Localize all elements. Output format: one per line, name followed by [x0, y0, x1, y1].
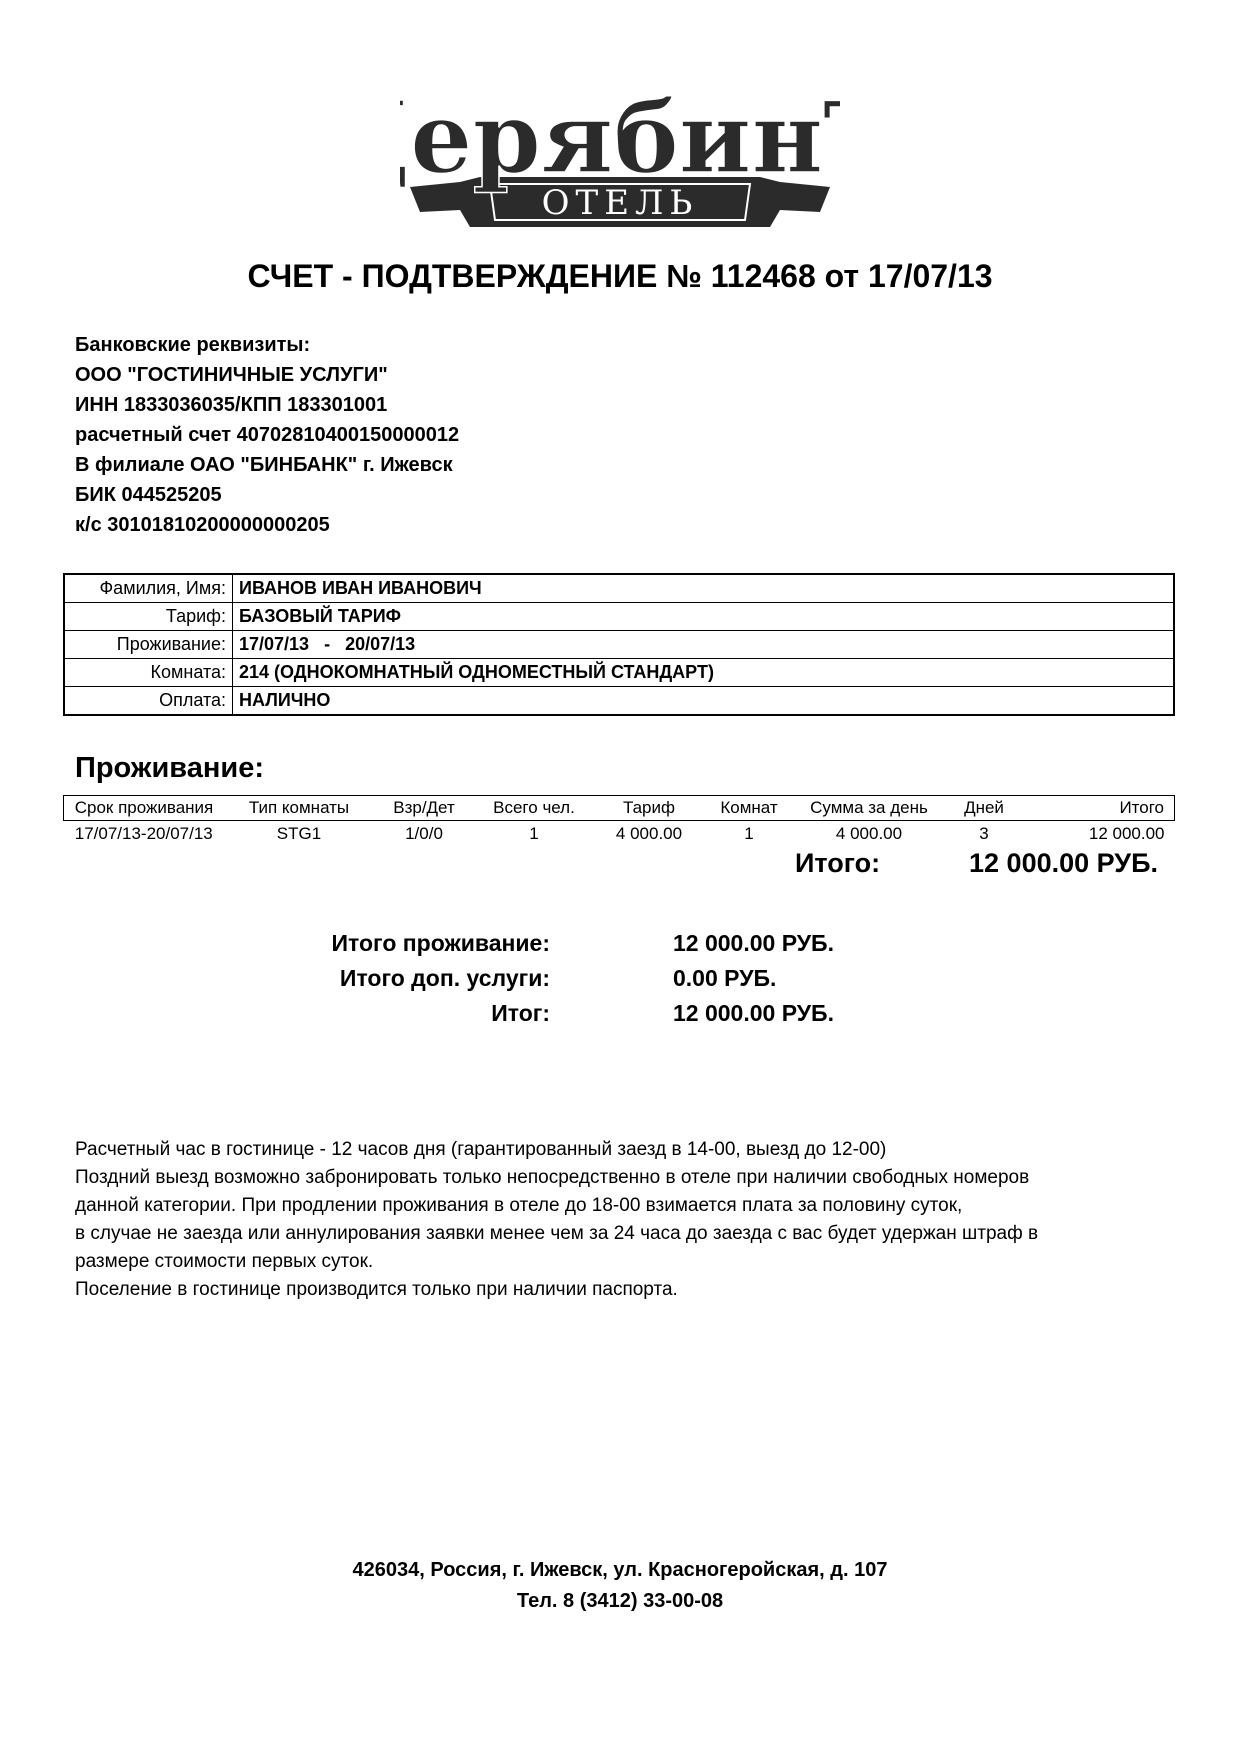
guest-row-stay: [64, 631, 1174, 659]
col-header: Комнат: [704, 796, 794, 821]
col-header: Тип комнаты: [224, 796, 374, 821]
hotel-logo: [400, 62, 840, 242]
stay-total-label: Итого:: [795, 848, 881, 878]
terms-line: данной категории. При продлении проживания в отеле до 18-00 взимается плата за половину суток,: [75, 1195, 963, 1216]
guest-label: Тариф:: [64, 603, 233, 631]
stay-header-row: [64, 796, 1175, 821]
guest-value: НАЛИЧНО: [233, 687, 1175, 716]
col-header: Срок проживания: [64, 796, 225, 821]
guest-row-payment: [64, 687, 1174, 716]
bank-corr-account: к/с 30101810200000000205: [75, 514, 330, 536]
guest-value: ИВАНОВ ИВАН ИВАНОВИЧ: [233, 574, 1175, 603]
bank-company: ООО "ГОСТИНИЧНЫЕ УСЛУГИ": [75, 364, 388, 386]
col-header: Дней: [944, 796, 1024, 821]
bank-branch: В филиале ОАО "БИНБАНК" г. Ижевск: [75, 454, 453, 476]
guest-value: 17/07/13 - 20/07/13: [233, 631, 1175, 659]
stay-table: [63, 795, 1175, 847]
guest-label: Комната:: [64, 659, 233, 687]
cell-daily-sum: 4 000.00: [835, 824, 903, 843]
cell-rate: 4 000.00: [615, 824, 683, 843]
cell-total: 12 000.00: [1088, 824, 1165, 843]
col-header: Всего чел.: [474, 796, 594, 821]
cell-period: 17/07/13-20/07/13: [74, 824, 213, 843]
summary-grand-label: Итог:: [491, 1000, 550, 1026]
logo-subtitle: ОТЕЛЬ: [541, 183, 699, 223]
guest-label: Фамилия, Имя:: [64, 574, 233, 603]
bank-details-heading: Банковские реквизиты:: [75, 334, 311, 356]
guest-row-tariff: [64, 603, 1174, 631]
terms-line: размере стоимости первых суток.: [75, 1251, 374, 1272]
bank-bik: БИК 044525205: [75, 484, 222, 506]
summary-stay-label: Итого проживание:: [331, 930, 550, 956]
stay-total-value: 12 000.00 РУБ.: [969, 848, 1158, 878]
bank-details: [75, 330, 459, 540]
logo-name: ерябин: [410, 81, 824, 196]
footer-address: 426034, Россия, г. Ижевск, ул. Красногеройская, д. 107: [352, 1559, 888, 1581]
cell-days: 3: [979, 824, 989, 843]
guest-label: Проживание:: [64, 631, 233, 659]
bank-account: расчетный счет 40702810400150000012: [75, 424, 460, 446]
terms-line: в случае не заезда или аннулирования заявки менее чем за 24 часа до заезда с вас будет удержан штраф в: [75, 1223, 1039, 1244]
cell-total-guests: 1: [529, 824, 539, 843]
guest-info-table: [63, 573, 1175, 716]
terms-text: [75, 1136, 1175, 1304]
col-header: Тариф: [594, 796, 704, 821]
summary-grand-value: 12 000.00 РУБ.: [673, 1000, 834, 1026]
guest-label: Оплата:: [64, 687, 233, 716]
guest-row-room: [64, 659, 1174, 687]
bank-inn-kpp: ИНН 1833036035/КПП 183301001: [75, 394, 388, 416]
guest-value: 214 (ОДНОКОМНАТНЫЙ ОДНОМЕСТНЫЙ СТАНДАРТ): [233, 659, 1175, 687]
footer: [0, 1555, 1240, 1617]
guest-row-name: [64, 574, 1174, 603]
logo-graphic: [400, 62, 840, 242]
cell-rooms: 1: [744, 824, 754, 843]
cell-guests-split: 1/0/0: [405, 824, 443, 843]
guest-value: БАЗОВЫЙ ТАРИФ: [233, 603, 1175, 631]
stay-heading: Проживание:: [75, 752, 264, 784]
terms-line: Поздний выезд возможно забронировать только непосредственно в отеле при наличии свободных номеров: [75, 1167, 1030, 1188]
terms-line: Поселение в гостинице производится только при наличии паспорта.: [75, 1279, 678, 1300]
cell-room-type: STG1: [276, 824, 322, 843]
summary-extras-value: 0.00 РУБ.: [673, 965, 777, 991]
footer-phone: Тел. 8 (3412) 33-00-08: [516, 1590, 724, 1612]
table-row: [64, 821, 1175, 848]
terms-line: Расчетный час в гостинице - 12 часов дня (гарантированный заезд в 14-00, выезд до 12-00): [75, 1139, 887, 1160]
col-header: Взр/Дет: [374, 796, 474, 821]
document-title: СЧЕТ - ПОДТВЕРЖДЕНИЕ № 112468 от 17/07/13: [247, 258, 993, 294]
summary-stay-value: 12 000.00 РУБ.: [673, 930, 834, 956]
summary-extras-label: Итого доп. услуги:: [339, 965, 550, 991]
col-header: Сумма за день: [794, 796, 944, 821]
col-header: Итого: [1024, 796, 1175, 821]
